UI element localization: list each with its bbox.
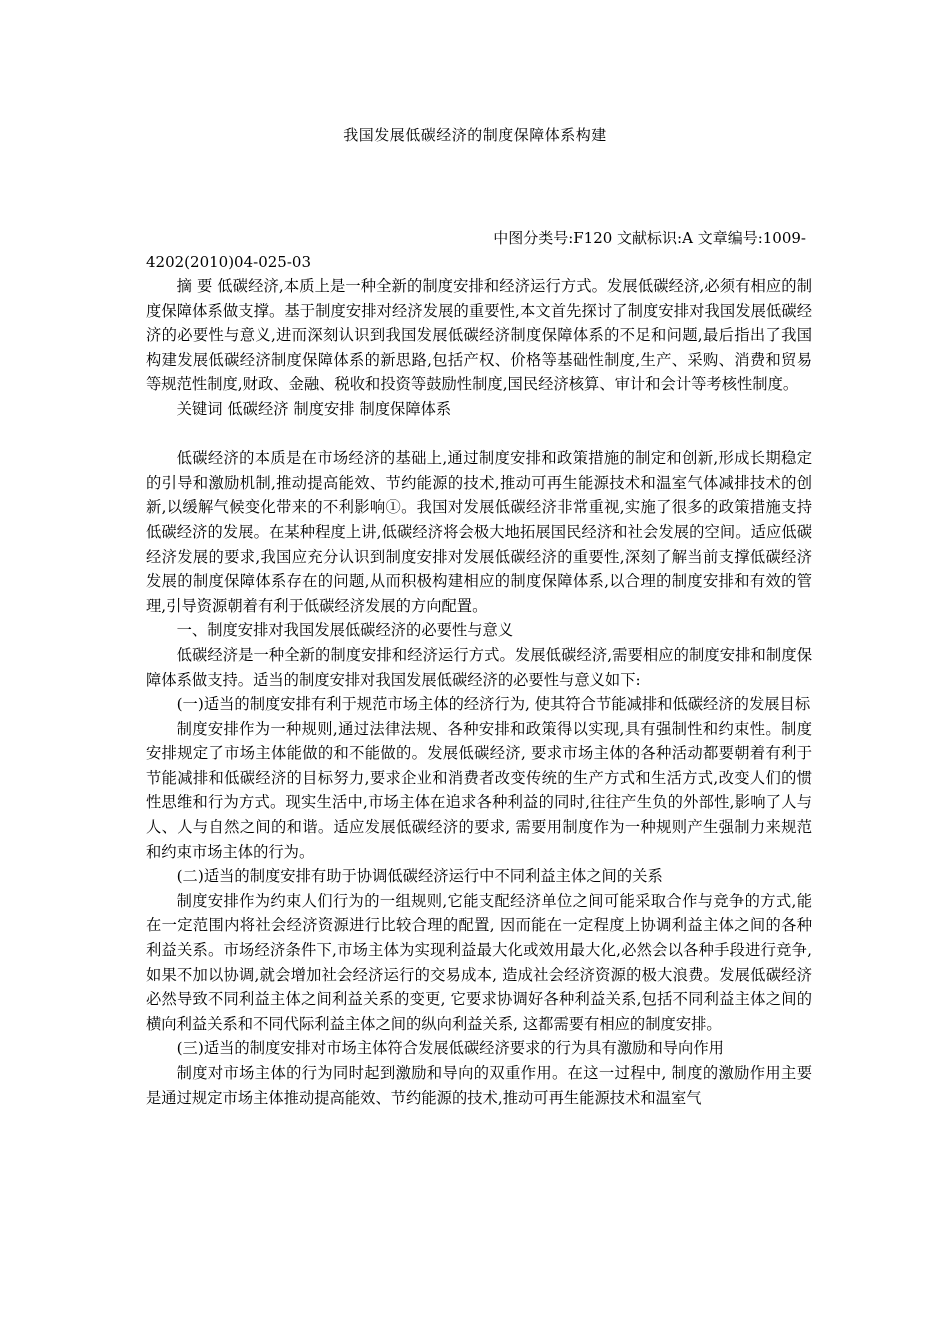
document-body [146,274,812,1110]
keywords-paragraph: 关键词 低碳经济 制度安排 制度保障体系 [176,399,452,418]
abstract-paragraph: 摘 要 低碳经济,本质上是一种全新的制度安排和经济运行方式。发展低碳经济,必须有相应的制度保障体系做支撑。基于制度安排对经济发展的重要性,本文首先探讨了制度安排对我国发展低碳经济的必要性与意义,进而深刻认识到我国发展低碳经济制度保障体系的不足和问题,最后指出了我国构建发展低碳经济制度保障体系的新思路,包括产权、价格等基础性制度,生产、采购、消费和贸易等规范性制度,财政、金融、税收和投资等鼓励性制度,国民经济核算、审计和会计等考核性制度。 [146,277,812,394]
subsection-3-paragraph: 制度对市场主体的行为同时起到激励和导向的双重作用。在这一过程中, 制度的激励作用主要是通过规定市场主体推动提高能效、节约能源的技术,推动可再生能源技术和温室气 [146,1064,812,1107]
classification-info [146,226,806,274]
subsection-2-paragraph: 制度安排作为约束人们行为的一组规则,它能支配经济单位之间可能采取合作与竞争的方式,能在一定范围内将社会经济资源进行比较合理的配置, 因而能在一定程度上协调利益主体之间的各种利益关系。市场经济条件下,市场主体为实现利益最大化或效用最大化,必然会以各种手段进行竞争,如果不加以协调,就会增加社会经济运行的交易成本, 造成社会经济资源的极大浪费。发展低碳经济必然导致不同利益主体之间利益关系的变更, 它要求协调好各种利益关系,包括不同利益主体之间的横向利益关系和不同代际利益主体之间的纵向利益关系, 这都需要有相应的制度安排。 [146,891,812,1033]
classification-line-2: 4202(2010)04-025-03 [146,253,311,271]
subsection-heading-3: (三)适当的制度安排对市场主体符合发展低碳经济要求的行为具有激励和导向作用 [176,1039,724,1058]
subsection-heading-1: (一)适当的制度安排有利于规范市场主体的经济行为, 使其符合节能减排和低碳经济的发展目标 [176,695,811,714]
subsection-heading-2: (二)适当的制度安排有助于协调低碳经济运行中不同利益主体之间的关系 [176,867,663,886]
subsection-1-paragraph: 制度安排作为一种规则,通过法律法规、各种安排和政策得以实现,具有强制性和约束性。制度安排规定了市场主体能做的和不能做的。发展低碳经济, 要求市场主体的各种活动都要朝着有利于节能减排和低碳经济的目标努力,要求企业和消费者改变传统的生产方式和生活方式,改变人们的惯性思维和行为方式。现实生活中,市场主体在追求各种利益的同时,往往产生负的外部性,影响了人与人、人与自然之间的和谐。适应发展低碳经济的要求, 需要用制度作为一种规则产生强制力来规范和约束市场主体的行为。 [146,719,812,861]
intro-paragraph: 低碳经济的本质是在市场经济的基础上,通过制度安排和政策措施的制定和创新,形成长期稳定的引导和激励机制,推动提高能效、节约能源的技术,推动可再生能源技术和温室气体减排技术的创新,以缓解气候变化带来的不利影响①。我国对发展低碳经济非常重视,实施了很多的政策措施支持低碳经济的发展。在某种程度上讲,低碳经济将会极大地拓展国民经济和社会发展的空间。适应低碳经济发展的要求,我国应充分认识到制度安排对发展低碳经济的重要性,深刻了解当前支撑低碳经济发展的制度保障体系存在的问题,从而积极构建相应的制度保障体系,以合理的制度安排和有效的管理,引导资源朝着有利于低碳经济发展的方向配置。 [146,449,812,615]
section-1-paragraph: 低碳经济是一种全新的制度安排和经济运行方式。发展低碳经济,需要相应的制度安排和制度保障体系做支持。适当的制度安排对我国发展低碳经济的必要性与意义如下: [146,645,812,689]
section-heading-1: 一、制度安排对我国发展低碳经济的必要性与意义 [176,621,514,640]
document-title: 我国发展低碳经济的制度保障体系构建 [343,126,607,144]
classification-line-1: 中图分类号:F120 文献标识:A 文章编号:1009- [493,229,806,247]
